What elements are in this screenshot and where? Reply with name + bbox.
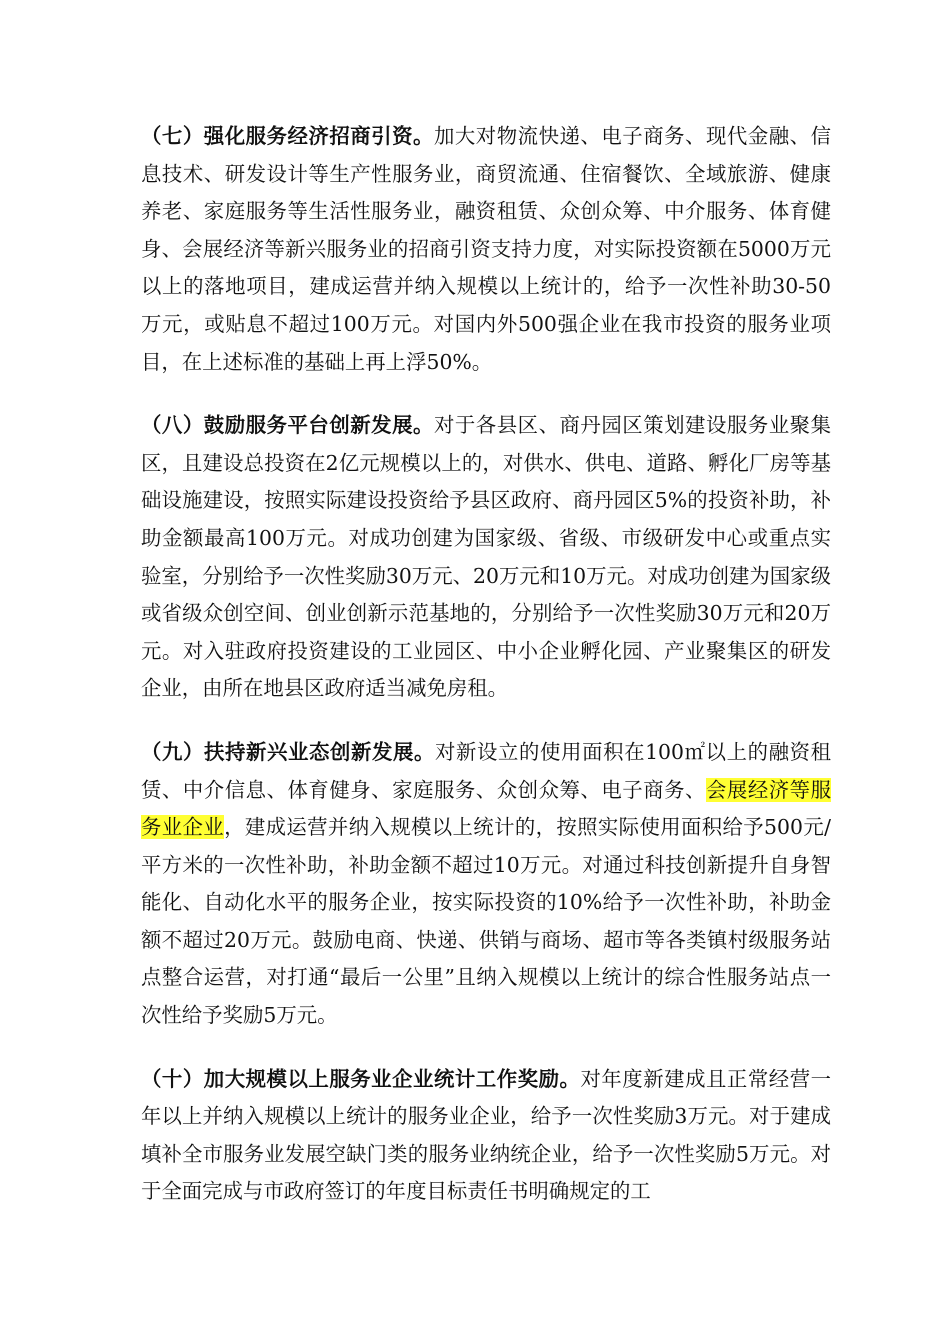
paragraph-7 (141, 118, 831, 381)
paragraph-9-text-before: 对新设立的使用面积在100㎡以上的融资租赁、中介信息、体育健身、家庭服务、众创众筹、电子商务、 (141, 739, 832, 802)
paragraph-8 (141, 407, 831, 708)
paragraph-8-heading: （八）鼓励服务平台创新发展。 (141, 413, 434, 438)
highlighted-text: 会展经济等服务业企业 (141, 777, 832, 840)
paragraph-7-text: 加大对物流快递、电子商务、现代金融、信息技术、研发设计等生产性服务业，商贸流通、住宿餐饮、全域旅游、健康养老、家庭服务等生活性服务业，融资租赁、众创众筹、中介服务、体育健身、会展经济等新兴服务业的招商引资支持力度，对实际投资额在5000万元以上的落地项目，建成运营并纳入规模以上统计的，给予一次性补助30-50万元，或贴息不超过100万元。对国内外500强企业在我市投资的服务业项目，在上述标准的基础上再上浮50%。 (141, 124, 831, 374)
paragraph-9-text-after: ，建成运营并纳入规模以上统计的，按照实际使用面积给予500元/平方米的一次性补助，补助金额不超过10万元。对通过科技创新提升自身智能化、自动化水平的服务企业，按实际投资的10%给予一次性补助，补助金额不超过20万元。鼓励电商、快递、供销与商场、超市等各类镇村级服务站点整合运营，对打通“最后一公里”且纳入规模以上统计的综合性服务站点一次性给予奖励5万元。 (141, 815, 831, 1028)
paragraph-10 (141, 1061, 831, 1211)
paragraph-8-text: 对于各县区、商丹园区策划建设服务业聚集区，且建设总投资在2亿元规模以上的，对供水、供电、道路、孵化厂房等基础设施建设，按照实际建设投资给予县区政府、商丹园区5%的投资补助，补助金额最高100万元。对成功创建为国家级、省级、市级研发中心或重点实验室，分别给予一次性奖励30万元、20万元和10万元。对成功创建为国家级或省级众创空间、创业创新示范基地的，分别给予一次性奖励30万元和20万元。对入驻政府投资建设的工业园区、中小企业孵化园、产业聚集区的研发企业，由所在地县区政府适当减免房租。 (141, 413, 831, 701)
document-body (141, 118, 831, 1237)
paragraph-9 (141, 734, 831, 1035)
paragraph-9-heading: （九）扶持新兴业态创新发展。 (141, 739, 436, 764)
paragraph-10-heading: （十）加大规模以上服务业企业统计工作奖励。 (141, 1066, 581, 1091)
paragraph-7-heading: （七）强化服务经济招商引资。 (141, 124, 434, 148)
paragraph-10-text: 对年度新建成且正常经营一年以上并纳入规模以上统计的服务业企业，给予一次性奖励3万元。对于建成填补全市服务业发展空缺门类的服务业纳统企业，给予一次性奖励5万元。对于全面完成与市政府签订的年度目标责任书明确规定的工 (141, 1066, 832, 1204)
